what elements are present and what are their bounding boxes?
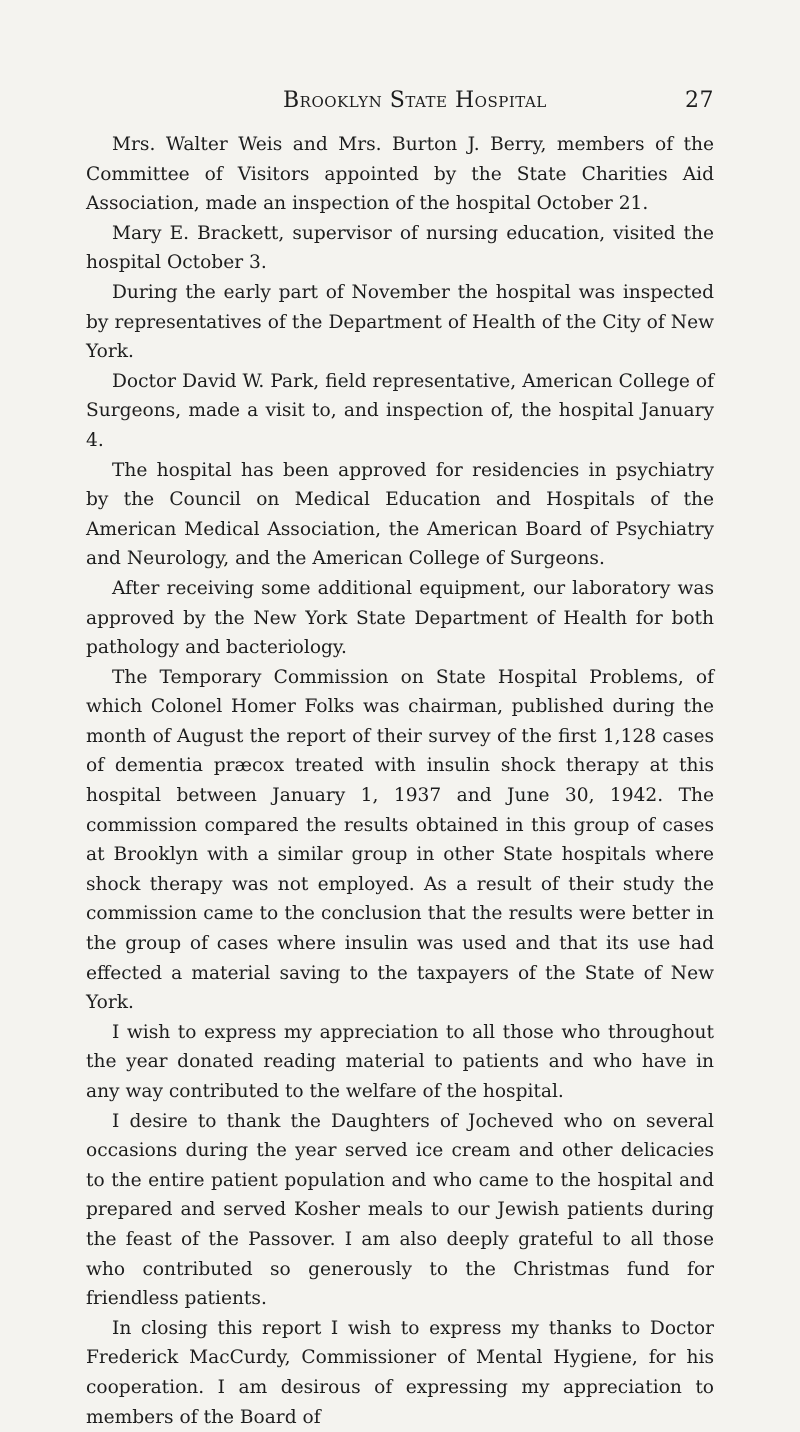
paragraph: After receiving some additional equipment, our laboratory was approved by the New York State Department of Health for both pathology and bacteriology. — [86, 577, 714, 659]
body-text — [86, 130, 714, 1432]
paragraph: I desire to thank the Daughters of Jocheved who on several occasions during the year served ice cream and other delicacies to the entire patient population and who came to the hospital and prepared and served Kosher meals to our Jewish patients during the feast of the Passover. I am also deeply grateful to all those who contributed so generously to the Christmas fund for friendless patients. — [86, 1110, 714, 1310]
paragraph: Doctor David W. Park, field representative, American College of Surgeons, made a visit to, and inspection of, the hospital January 4. — [86, 370, 714, 451]
running-title: Brooklyn State Hospital — [283, 88, 547, 113]
paragraph: The hospital has been approved for residencies in psychiatry by the Council on Medical Education and Hospitals of the American Medical Association, the American Board of Psychiatry and Neurology, and the American College of Surgeons. — [86, 459, 714, 570]
paragraph: In closing this report I wish to express my thanks to Doctor Frederick MacCurdy, Commissioner of Mental Hygiene, for his cooperation. I am desirous of expressing my appreciation to members of the Board of — [86, 1317, 714, 1428]
paragraph: I wish to express my appreciation to all those who throughout the year donated reading material to patients and who have in any way contributed to the welfare of the hospital. — [86, 1021, 714, 1102]
running-header — [283, 88, 714, 118]
paragraph: Mary E. Brackett, supervisor of nursing education, visited the hospital October 3. — [86, 222, 714, 274]
paragraph: Mrs. Walter Weis and Mrs. Burton J. Berry, members of the Committee of Visitors appointed by the State Charities Aid Association, made an inspection of the hospital October 21. — [86, 134, 714, 215]
page-number: 27 — [685, 88, 714, 113]
paragraph: The Temporary Commission on State Hospital Problems, of which Colonel Homer Folks was chairman, published during the month of August the report of their survey of the first 1,128 cases of dementia præcox treated with insulin shock therapy at this hospital between January 1, 1937 and June 30, 1942. The commission compared the results obtained in this group of cases at Brooklyn with a similar group in other State hospitals where shock therapy was not employed. As a result of their study the commission came to the conclusion that the results were better in the group of cases where insulin was used and that its use had effected a material saving to the taxpayers of the State of New York. — [86, 666, 714, 1014]
paragraph: During the early part of November the hospital was inspected by representatives of the Department of Health of the City of New York. — [86, 281, 714, 363]
